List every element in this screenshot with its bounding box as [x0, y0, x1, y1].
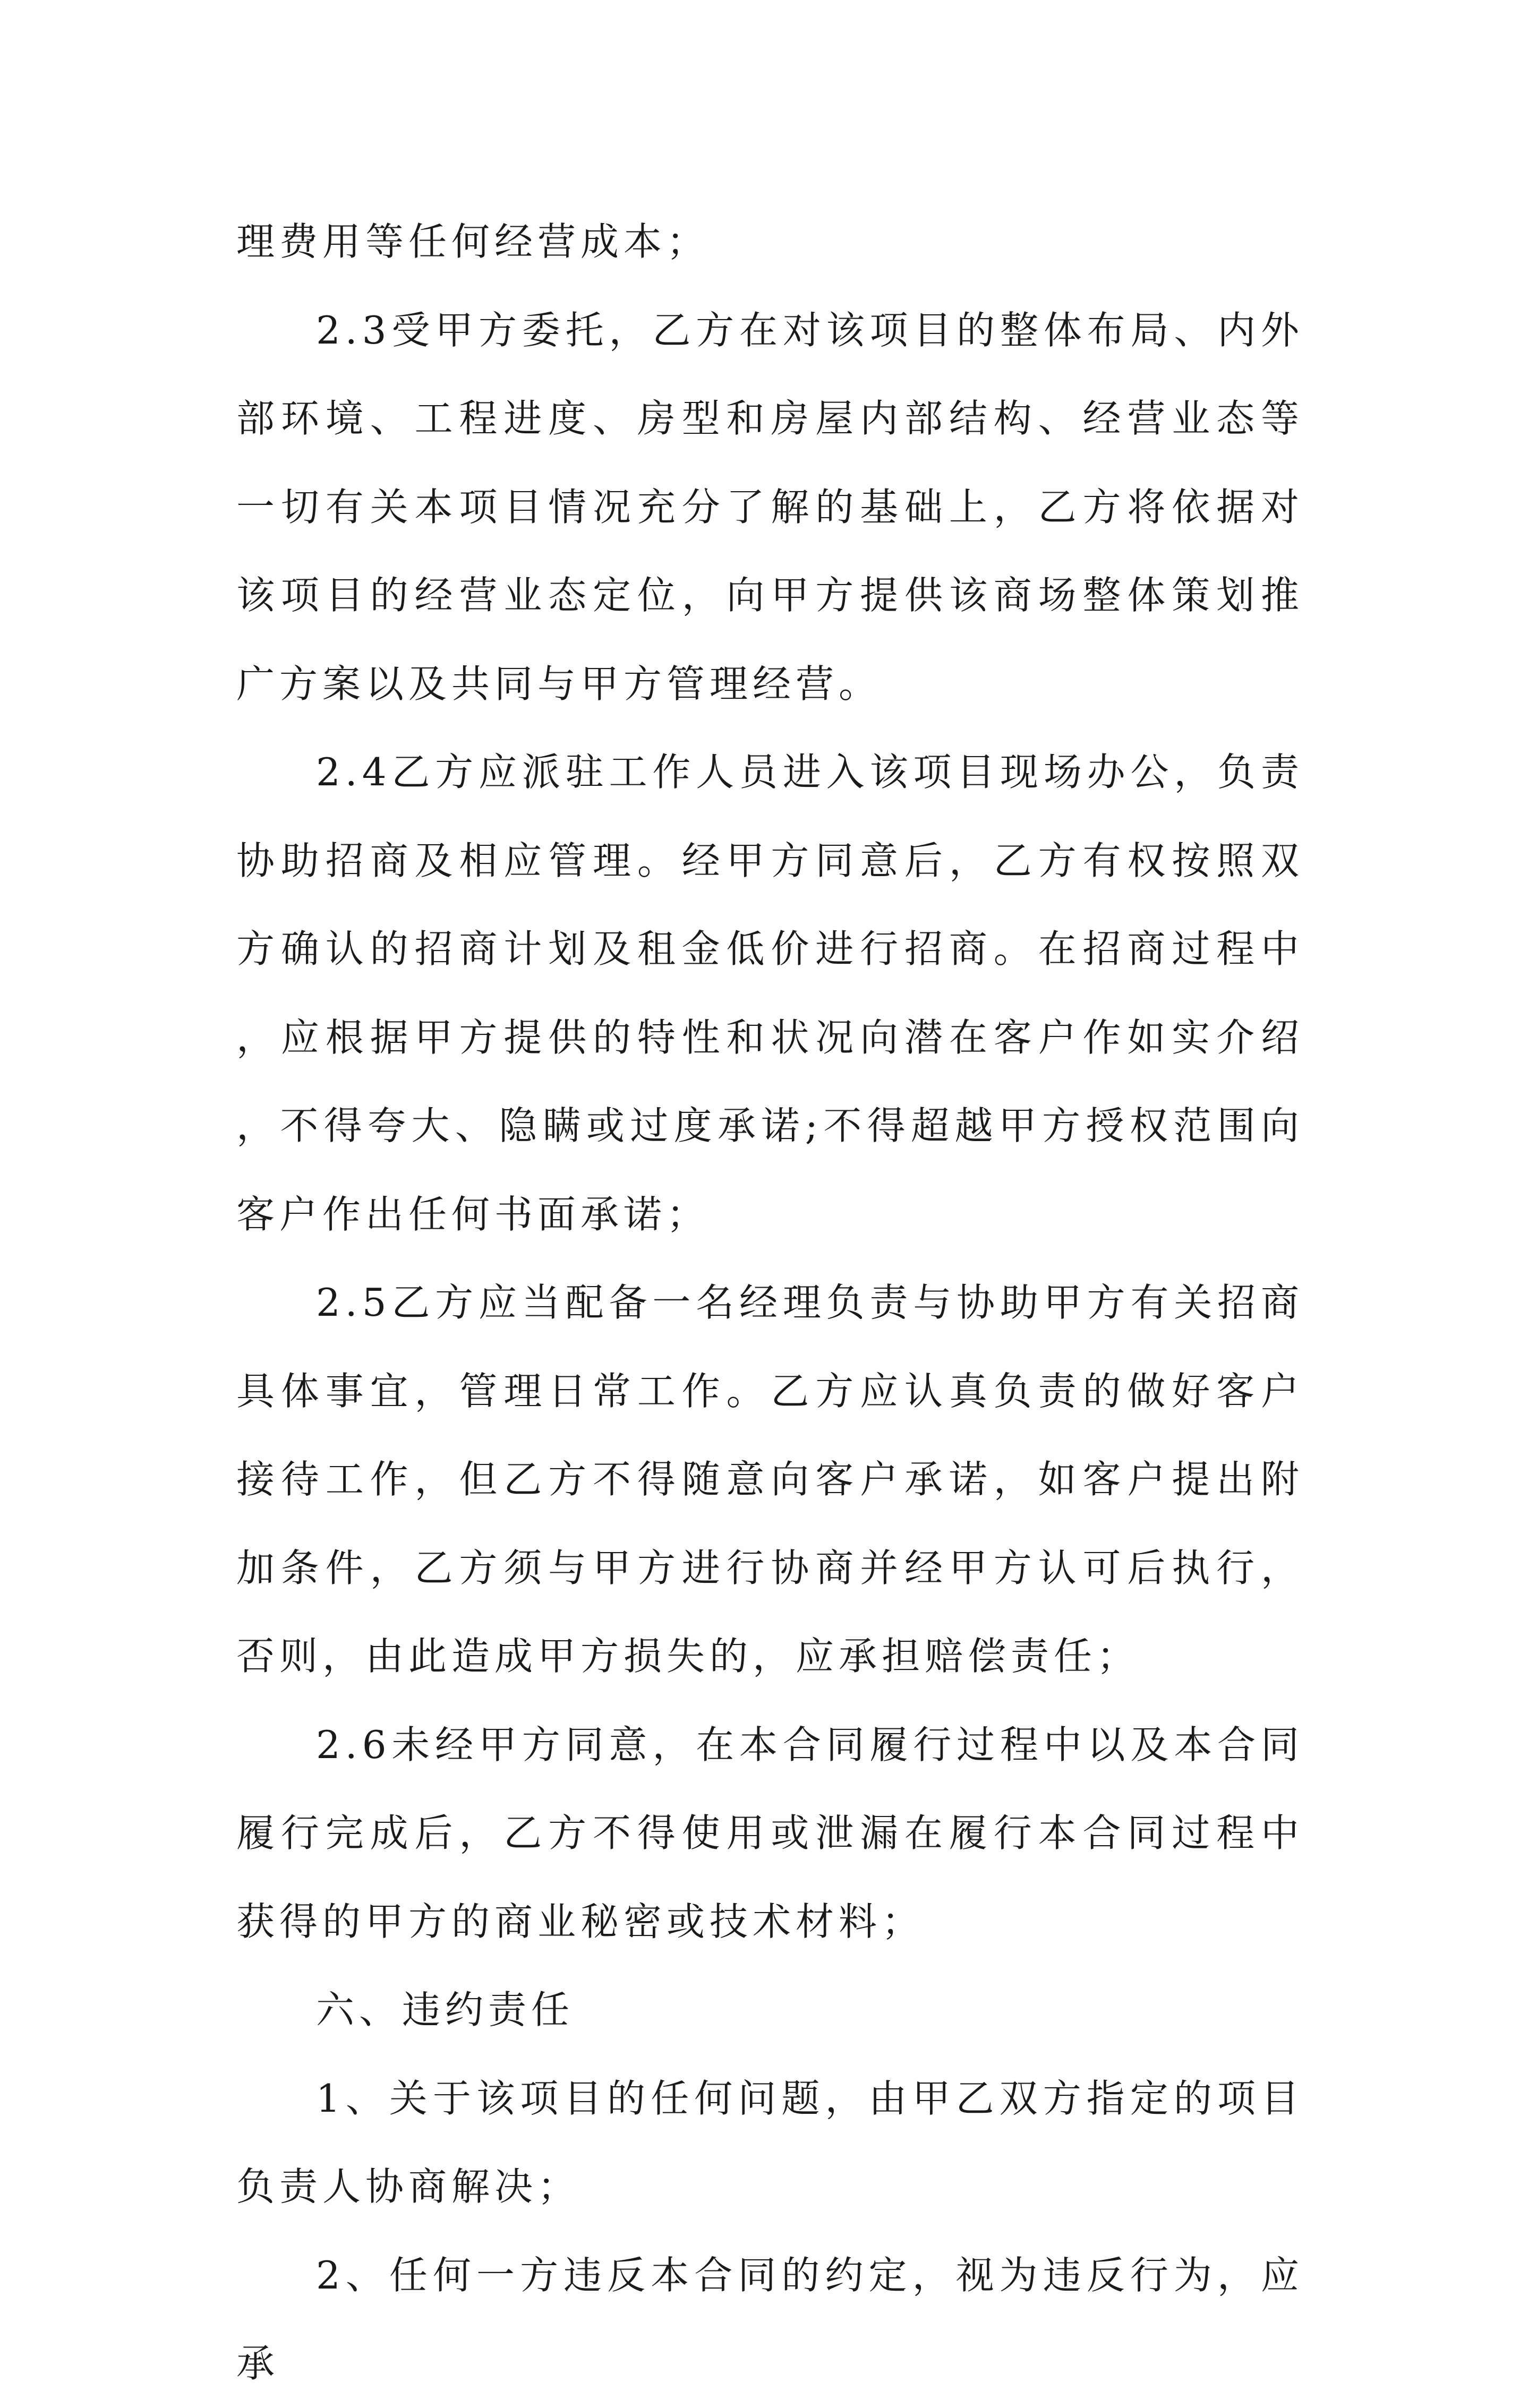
paragraph-clause-2-5: 2.5乙方应当配备一名经理负责与协助甲方有关招商具体事宜，管理日常工作。乙方应认真负责的做好客户接待工作，但乙方不得随意向客户承诺，如客户提出附加条件，乙方须与甲方进行协商并经甲方认可后执行，否则，由此造成甲方损失的，应承担赔偿责任；	[236, 1280, 1304, 1678]
paragraph-liability-2: 2、任何一方违反本合同的约定，视为违反行为，应承	[236, 2252, 1304, 2386]
paragraph-clause-2-6: 2.6未经甲方同意，在本合同履行过程中以及本合同履行完成后，乙方不得使用或泄漏在履行本合同过程中获得的甲方的商业秘密或技术材料；	[236, 1722, 1304, 1944]
document-body	[236, 198, 1304, 2408]
paragraph-continuation: 理费用等任何经营成本；	[236, 219, 710, 264]
section-heading-liability: 六、违约责任	[316, 1987, 575, 2032]
paragraph-clause-2-4: 2.4乙方应派驻工作人员进入该项目现场办公，负责协助招商及相应管理。经甲方同意后，乙方有权按照双方确认的招商计划及租金低价进行招商。在招商过程中，应根据甲方提供的特性和状况向潜在客户作如实介绍，不得夸大、隐瞒或过度承诺;不得超越甲方授权范围向客户作出任何书面承诺；	[236, 750, 1304, 1237]
paragraph-clause-2-3: 2.3受甲方委托，乙方在对该项目的整体布局、内外部环境、工程进度、房型和房屋内部结构、经营业态等一切有关本项目情况充分了解的基础上，乙方将依据对该项目的经营业态定位，向甲方提供该商场整体策划推广方案以及共同与甲方管理经营。	[236, 307, 1304, 706]
paragraph-liability-1: 1、关于该项目的任何问题，由甲乙双方指定的项目负责人协商解决；	[236, 2076, 1304, 2209]
